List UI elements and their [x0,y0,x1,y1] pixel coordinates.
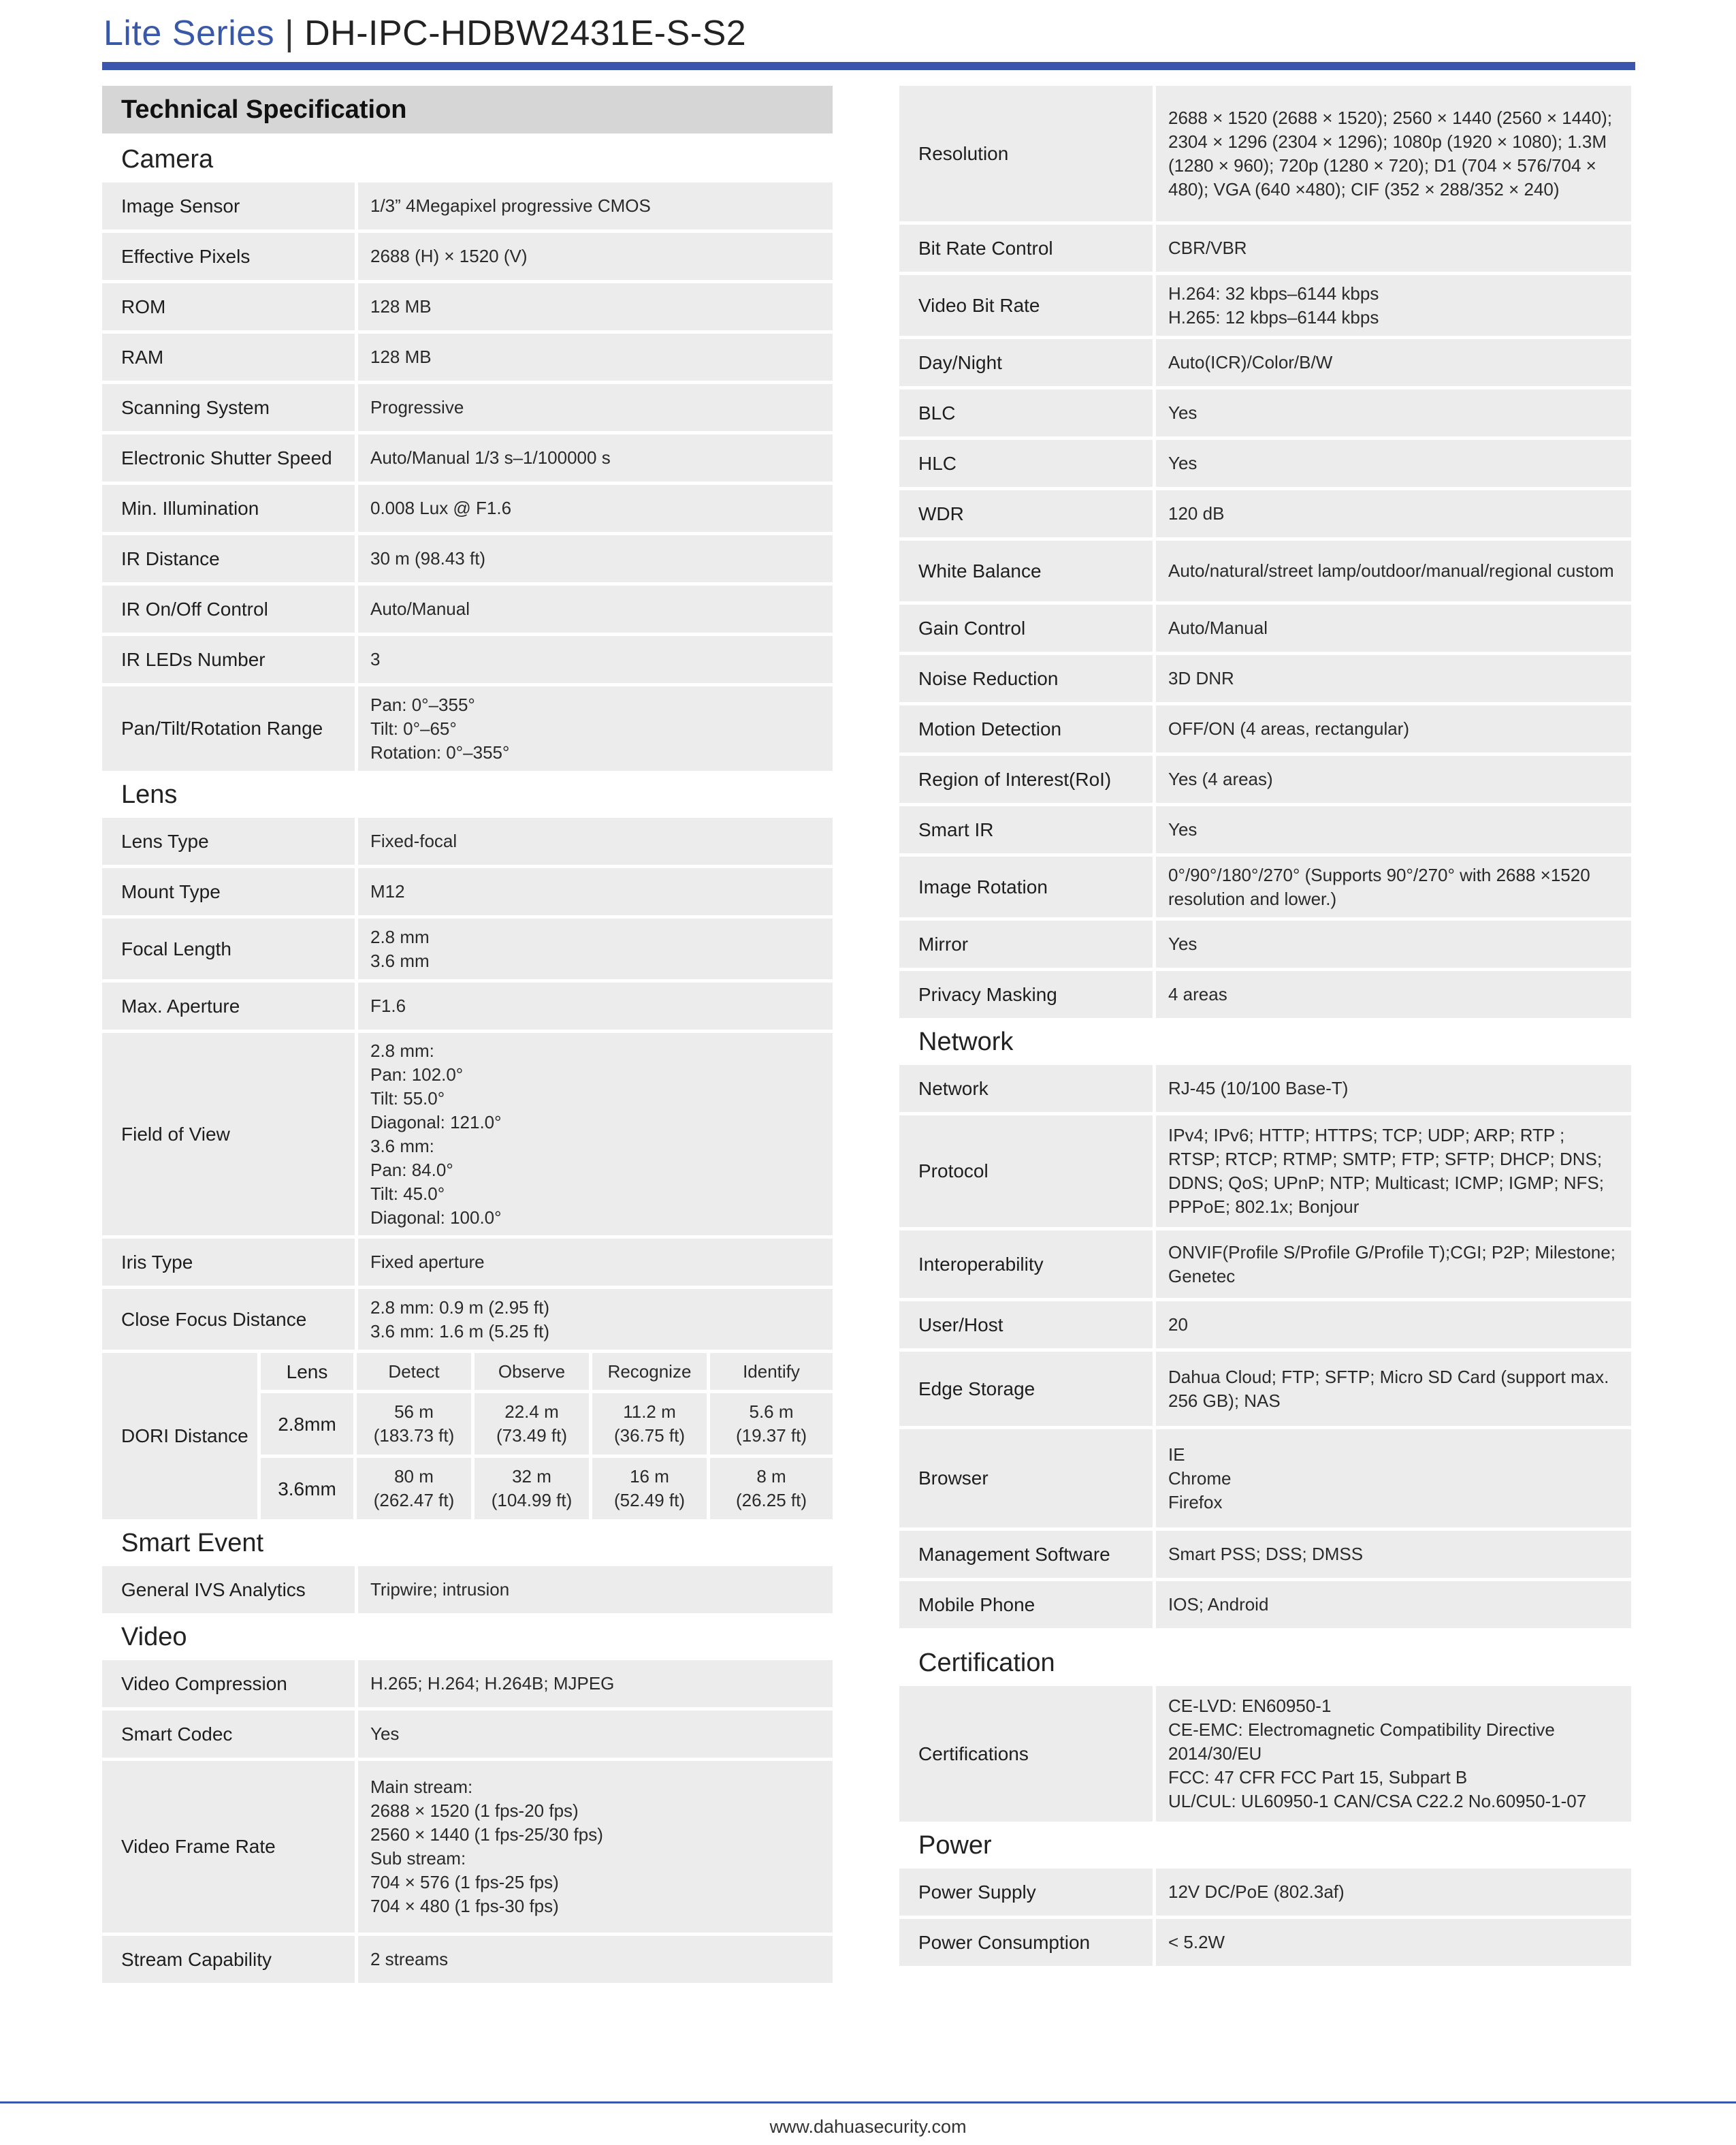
spec-value: M12 [358,868,833,915]
series-name: Lite Series [103,14,275,53]
model-number: DH-IPC-HDBW2431E-S-S2 [304,14,747,53]
spec-row [899,1065,1631,1112]
section-title-video: Video [121,1623,187,1651]
spec-row [102,535,833,582]
spec-row [102,1566,833,1613]
spec-value: 2688 (H) × 1520 (V) [358,233,833,280]
spec-value: 0.008 Lux @ F1.6 [358,485,833,532]
spec-label: Focal Length [102,919,355,979]
section-title-smart-event: Smart Event [121,1529,264,1557]
spec-row [102,1936,833,1983]
spec-label: IR LEDs Number [102,636,355,683]
spec-row [102,1033,833,1235]
spec-value: F1.6 [358,983,833,1030]
spec-label: Gain Control [899,605,1153,652]
spec-label: Mobile Phone [899,1581,1153,1628]
spec-value: Fixed aperture [358,1239,833,1286]
section-title-lens: Lens [121,780,178,809]
dori-lens-value: 3.6mm [261,1458,353,1519]
spec-label: Certifications [899,1686,1153,1822]
spec-row [899,921,1631,968]
spec-label: Smart IR [899,806,1153,853]
spec-value: 20 [1156,1301,1631,1348]
section-title-power: Power [918,1831,992,1860]
spec-label: Power Consumption [899,1919,1153,1966]
dori-header-lens: Lens [261,1353,353,1390]
spec-row [899,1230,1631,1298]
dori-header-recognize: Recognize [592,1353,707,1390]
dori-lens-value: 2.8mm [261,1393,353,1455]
spec-value: 2.8 mm 3.6 mm [358,919,833,979]
spec-title: Technical Specification [102,86,833,133]
spec-row [899,1686,1631,1822]
spec-label: Video Compression [102,1660,355,1707]
spec-row [102,1289,833,1350]
spec-value: Yes [358,1711,833,1758]
spec-value: < 5.2W [1156,1919,1631,1966]
spec-row [899,275,1631,336]
spec-row [899,806,1631,853]
spec-row [102,1660,833,1707]
spec-label: Edge Storage [899,1352,1153,1426]
spec-label: Noise Reduction [899,655,1153,702]
spec-value: IPv4; IPv6; HTTP; HTTPS; TCP; UDP; ARP; RTP ; RTSP; RTCP; RTMP; SMTP; FTP; SFTP; DHCP; DNS; DDNS; QoS; UPnP; NTP; Multicast; ICMP; IGMP; NFS; PPPoE; 802.1x; Bonjour [1156,1115,1631,1227]
spec-row [102,182,833,229]
spec-value: Yes [1156,921,1631,968]
spec-value: IE Chrome Firefox [1156,1429,1631,1527]
spec-value: 1/3” 4Megapixel progressive CMOS [358,182,833,229]
spec-row [899,1429,1631,1527]
spec-value: Pan: 0°–355° Tilt: 0°–65° Rotation: 0°–355° [358,686,833,771]
spec-label: Lens Type [102,818,355,865]
spec-row [899,339,1631,386]
spec-value: Auto/Manual [1156,605,1631,652]
spec-value: 0°/90°/180°/270° (Supports 90°/270° with 2688 ×1520 resolution and lower.) [1156,857,1631,917]
spec-label: Max. Aperture [102,983,355,1030]
spec-label: Iris Type [102,1239,355,1286]
spec-label: ROM [102,283,355,330]
right-column [899,86,1631,1969]
spec-row [899,705,1631,752]
spec-label: Electronic Shutter Speed [102,434,355,481]
spec-value: 30 m (98.43 ft) [358,535,833,582]
spec-row [102,868,833,915]
spec-label: RAM [102,334,355,381]
spec-value: Auto/Manual [358,586,833,633]
dori-identify-value: 5.6 m (19.37 ft) [710,1393,833,1455]
spec-row [102,636,833,683]
spec-row [899,1115,1631,1227]
spec-label: Min. Illumination [102,485,355,532]
spec-value: Yes [1156,390,1631,436]
spec-value: Auto/natural/street lamp/outdoor/manual/regional custom [1156,541,1631,601]
spec-label: White Balance [899,541,1153,601]
spec-label: User/Host [899,1301,1153,1348]
spec-label: Field of View [102,1033,355,1235]
spec-value: OFF/ON (4 areas, rectangular) [1156,705,1631,752]
spec-label: Protocol [899,1115,1153,1227]
spec-row [899,655,1631,702]
spec-value: 120 dB [1156,490,1631,537]
dori-detect-value: 56 m (183.73 ft) [357,1393,471,1455]
dori-header-identify: Identify [710,1353,833,1390]
spec-value: RJ-45 (10/100 Base-T) [1156,1065,1631,1112]
dori-recognize-value: 11.2 m (36.75 ft) [592,1393,707,1455]
spec-row [899,1869,1631,1916]
spec-label: Pan/Tilt/Rotation Range [102,686,355,771]
spec-row [899,86,1631,221]
spec-label: General IVS Analytics [102,1566,355,1613]
spec-label: Bit Rate Control [899,225,1153,272]
spec-row [899,605,1631,652]
spec-value: Progressive [358,384,833,431]
spec-row [102,919,833,979]
dori-recognize-value: 16 m (52.49 ft) [592,1458,707,1519]
spec-value: Dahua Cloud; FTP; SFTP; Micro SD Card (support max. 256 GB); NAS [1156,1352,1631,1426]
spec-value: Main stream: 2688 × 1520 (1 fps-20 fps) 2560 × 1440 (1 fps-25/30 fps) Sub stream: 704 × 576 (1 fps-25 fps) 704 × 480 (1 fps-30 fps) [358,1761,833,1933]
spec-row [899,541,1631,601]
spec-row [102,283,833,330]
spec-value: Tripwire; intrusion [358,1566,833,1613]
spec-label: Mirror [899,921,1153,968]
spec-label: Smart Codec [102,1711,355,1758]
spec-label: Day/Night [899,339,1153,386]
dori-grid [261,1353,833,1519]
spec-row [102,686,833,771]
spec-value: CBR/VBR [1156,225,1631,272]
spec-label: Network [899,1065,1153,1112]
section-title-certification: Certification [918,1649,1055,1677]
dori-detect-value: 80 m (262.47 ft) [357,1458,471,1519]
dori-identify-value: 8 m (26.25 ft) [710,1458,833,1519]
spec-value: CE-LVD: EN60950-1 CE-EMC: Electromagnetic Compatibility Directive 2014/30/EU FCC: 47 CFR FCC Part 15, Subpart B UL/CUL: UL60950-1 CAN/CSA C22.2 No.60950-1-07 [1156,1686,1631,1822]
spec-label: IR Distance [102,535,355,582]
spec-value: Yes (4 areas) [1156,756,1631,803]
spec-value: 3 [358,636,833,683]
spec-value: 2.8 mm: Pan: 102.0° Tilt: 55.0° Diagonal: 121.0° 3.6 mm: Pan: 84.0° Tilt: 45.0° Diagonal: 100.0° [358,1033,833,1235]
spec-value: 4 areas [1156,971,1631,1018]
spec-row [899,1531,1631,1578]
spec-label: BLC [899,390,1153,436]
spec-label: Image Rotation [899,857,1153,917]
spec-row [102,1761,833,1933]
spec-row [102,983,833,1030]
spec-label: Interoperability [899,1230,1153,1298]
spec-value: Fixed-focal [358,818,833,865]
spec-label: Motion Detection [899,705,1153,752]
spec-value: IOS; Android [1156,1581,1631,1628]
section-title-camera: Camera [121,145,214,174]
spec-label: Browser [899,1429,1153,1527]
spec-value: Yes [1156,440,1631,487]
spec-label: Video Bit Rate [899,275,1153,336]
section-title-network: Network [918,1028,1014,1056]
spec-value: 128 MB [358,283,833,330]
spec-label: Effective Pixels [102,233,355,280]
footer-rule [0,2101,1736,2103]
spec-label: HLC [899,440,1153,487]
document-header [103,10,746,57]
spec-label: Close Focus Distance [102,1289,355,1350]
spec-label: Image Sensor [102,182,355,229]
spec-row [899,1352,1631,1426]
spec-label: Power Supply [899,1869,1153,1916]
spec-label: Resolution [899,86,1153,221]
dori-observe-value: 22.4 m (73.49 ft) [475,1393,589,1455]
dori-label: DORI Distance [102,1353,257,1519]
spec-row [899,440,1631,487]
spec-row [102,586,833,633]
spec-row [899,756,1631,803]
dori-header-observe: Observe [475,1353,589,1390]
footer-url[interactable]: www.dahuasecurity.com [769,2116,967,2137]
spec-row [899,1581,1631,1628]
dori-observe-value: 32 m (104.99 ft) [475,1458,589,1519]
spec-value: H.264: 32 kbps–6144 kbps H.265: 12 kbps–6144 kbps [1156,275,1631,336]
title-separator: | [285,14,295,53]
dori-table [102,1353,833,1519]
left-column [102,86,833,1986]
spec-label: WDR [899,490,1153,537]
spec-row [899,857,1631,917]
spec-label: Privacy Masking [899,971,1153,1018]
spec-value: Smart PSS; DSS; DMSS [1156,1531,1631,1578]
spec-row [899,225,1631,272]
spec-value: H.265; H.264; H.264B; MJPEG [358,1660,833,1707]
spec-row [102,1711,833,1758]
spec-value: 2.8 mm: 0.9 m (2.95 ft) 3.6 mm: 1.6 m (5.25 ft) [358,1289,833,1350]
spec-row [102,818,833,865]
spec-value: ONVIF(Profile S/Profile G/Profile T);CGI; P2P; Milestone; Genetec [1156,1230,1631,1298]
spec-label: Management Software [899,1531,1153,1578]
spec-value: 12V DC/PoE (802.3af) [1156,1869,1631,1916]
spec-value: Yes [1156,806,1631,853]
spec-value: 2688 × 1520 (2688 × 1520); 2560 × 1440 (2560 × 1440); 2304 × 1296 (2304 × 1296); 1080p (1920 × 1080); 1.3M (1280 × 960); 720p (1280 × 720); D1 (704 × 576/704 × 480); VGA (640 ×480); CIF (352 × 288/352 × 240) [1156,86,1631,221]
spec-label: Video Frame Rate [102,1761,355,1933]
spec-row [899,490,1631,537]
spec-row [899,1301,1631,1348]
spec-row [102,384,833,431]
spec-row [899,1919,1631,1966]
spec-value: Auto(ICR)/Color/B/W [1156,339,1631,386]
spec-label: Stream Capability [102,1936,355,1983]
dori-header-detect: Detect [357,1353,471,1390]
spec-row [102,233,833,280]
spec-value: Auto/Manual 1/3 s–1/100000 s [358,434,833,481]
spec-row [102,1239,833,1286]
spec-row [102,434,833,481]
spec-value: 2 streams [358,1936,833,1983]
spec-row [102,485,833,532]
spec-label: Region of Interest(RoI) [899,756,1153,803]
spec-row [899,390,1631,436]
spec-row [102,334,833,381]
spec-row [899,971,1631,1018]
spec-value: 128 MB [358,334,833,381]
spec-value: 3D DNR [1156,655,1631,702]
header-rule [102,62,1635,70]
spec-label: IR On/Off Control [102,586,355,633]
spec-label: Scanning System [102,384,355,431]
spec-label: Mount Type [102,868,355,915]
